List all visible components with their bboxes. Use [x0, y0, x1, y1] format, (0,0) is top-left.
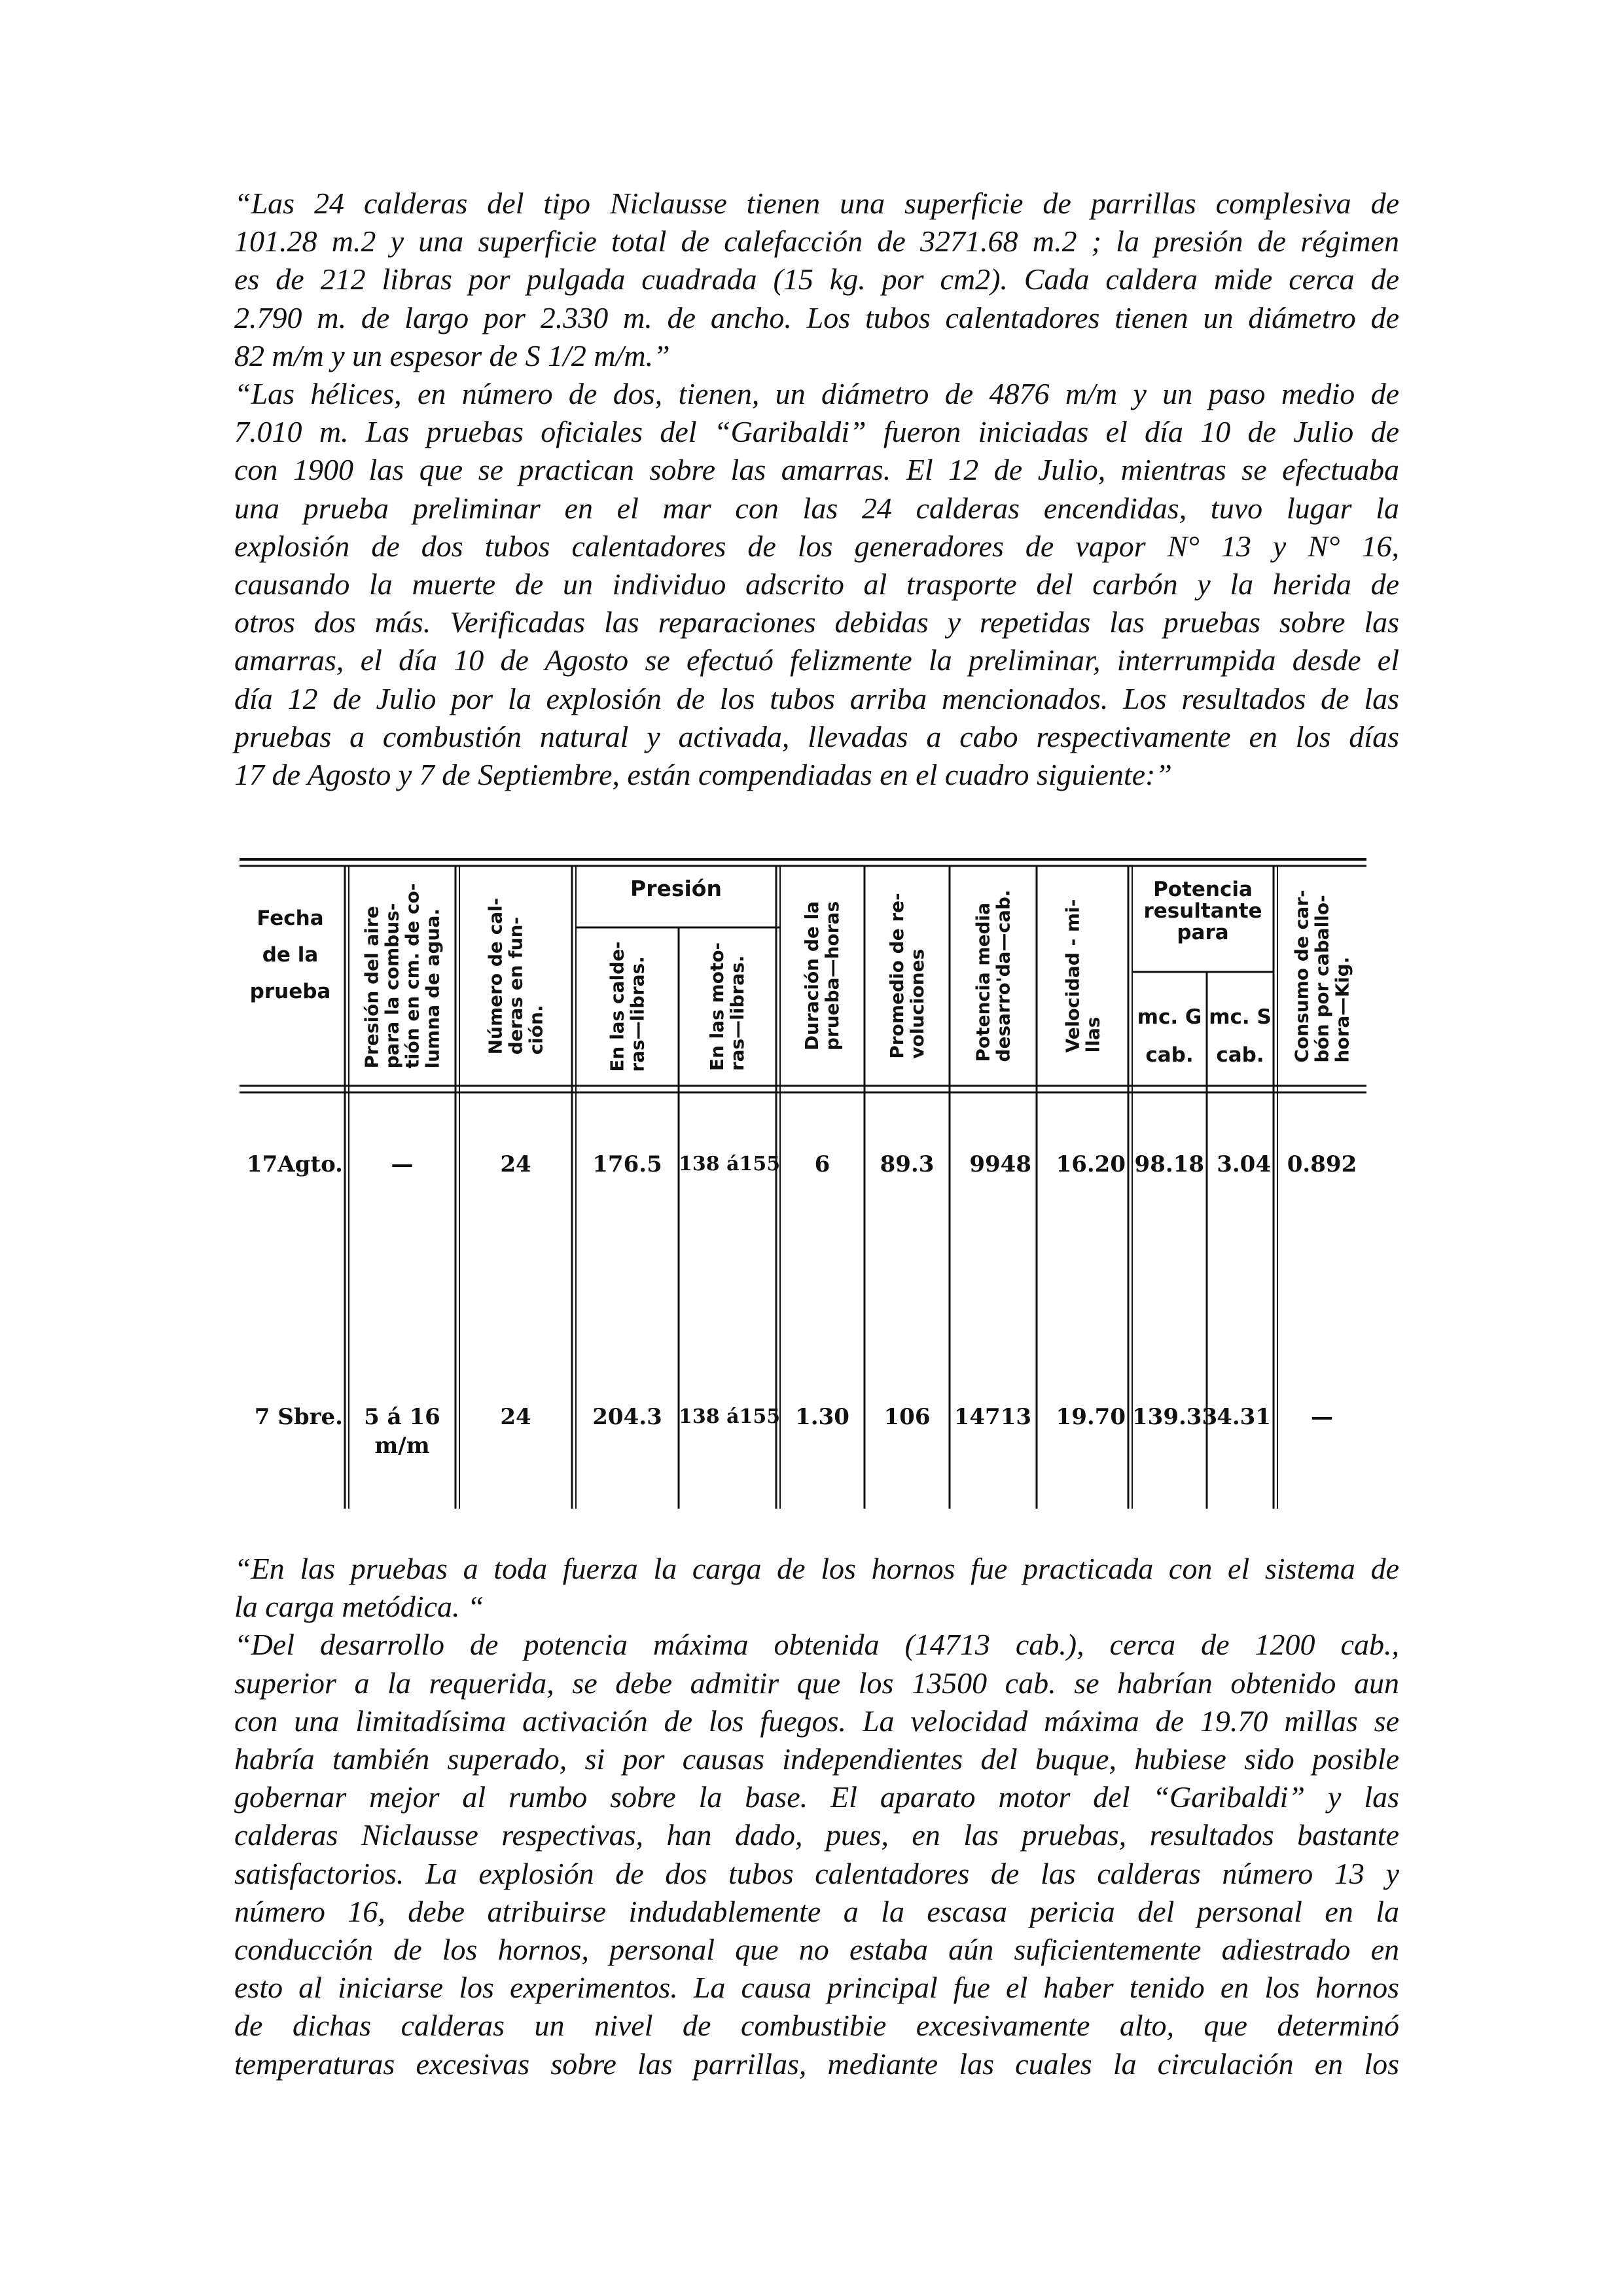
header-text: mc. G: [1137, 1005, 1202, 1029]
header-text: ción.: [525, 1004, 547, 1054]
cell-fecha: 7 Sbre.: [254, 1404, 343, 1430]
header-consumo: [1277, 867, 1366, 1085]
cell-promedio: 106: [883, 1404, 931, 1430]
header-text: resultante: [1143, 899, 1262, 923]
text-line: 17 de Agosto y 7 de Septiembre, están compendiadas en el cuadro siguiente:”: [234, 758, 1172, 792]
header-velocidad: [1037, 867, 1128, 1085]
header-mc-g: [1132, 998, 1207, 1074]
text-line: de dichas calderas un nivel de combustibie excesivamente alto, que determinó: [234, 2009, 1399, 2043]
header-text: llas: [1082, 1016, 1103, 1053]
header-text: Fecha: [257, 906, 324, 930]
cell-pres-calderas: 176.5: [592, 1151, 662, 1177]
header-text: de la: [262, 943, 319, 967]
text-line: causando la muerte de un individuo adscrito al trasporte del carbón y la herida de: [234, 567, 1399, 601]
text-line: día 12 de Julio por la explosión de los tubos arriba mencionados. Los resultados de las: [234, 681, 1399, 715]
cell-aire: —: [391, 1151, 414, 1177]
text-line: es de 212 libras por pulgada cuadrada (15 kg. por cm2). Cada caldera mide cerca de: [234, 262, 1399, 296]
header-presion-group: Presión: [630, 876, 722, 901]
text-line: temperaturas excesivas sobre las parrillas, mediante las cuales la circulación en los: [234, 2047, 1399, 2081]
cell-potencia: 9948: [969, 1151, 1031, 1177]
cell-mcs: 4.31: [1217, 1404, 1271, 1430]
trial-results-table: [240, 854, 1366, 1512]
cell-pres-motoras: 138 á155: [679, 1405, 781, 1428]
cell-mcg: 98.18: [1134, 1151, 1204, 1177]
header-text: ras—libras.: [626, 956, 649, 1072]
cell-consumo: 0.892: [1287, 1151, 1357, 1177]
header-potencia-group: [1132, 879, 1274, 944]
paragraph-conclusion: [234, 1550, 1399, 2083]
header-text: Promedio de re-: [886, 893, 908, 1059]
header-text: desarro'da—cab.: [992, 889, 1014, 1062]
header-text: hora—Kig.: [1331, 956, 1353, 1063]
text-line: amarras, el día 10 de Agosto se efectuó felizmente la preliminar, interrumpida desde el: [234, 643, 1399, 677]
header-text: Consumo de car-: [1291, 889, 1313, 1063]
cell-fecha: 17Agto.: [246, 1151, 343, 1177]
text-line: gobernar mejor al rumbo sobre la base. El aparato motor del “Garibaldi” y las: [234, 1780, 1399, 1814]
header-promedio: [865, 867, 950, 1085]
text-line: “Las hélices, en número de dos, tienen, un diámetro de 4876 m/m y un paso medio de: [234, 377, 1399, 411]
text-line: habría también superado, si por causas independientes del buque, hubiese sido posible: [234, 1742, 1399, 1776]
text-line: una prueba preliminar en el mar con las 24 calderas encendidas, tuvo lugar la: [234, 491, 1399, 525]
header-presion-motoras: [679, 929, 776, 1085]
header-text: Velocidad - mi-: [1061, 899, 1083, 1053]
cell-aire: [349, 1403, 455, 1460]
text-line: 82 m/m y un espesor de S 1/2 m/m.”: [234, 338, 670, 372]
header-text: En las calde-: [606, 941, 628, 1072]
cell-potencia: 14713: [954, 1404, 1031, 1430]
cell-velocidad: 19.70: [1056, 1404, 1126, 1430]
cell-calderas: 24: [500, 1404, 531, 1430]
text-line: “En las pruebas a toda fuerza la carga de los hornos fue practicada con el sistema de: [234, 1552, 1399, 1585]
cell-duracion: 6: [814, 1151, 830, 1177]
text-line: “Las 24 calderas del tipo Niclausse tienen una superficie de parrillas complesiva de: [234, 187, 1399, 220]
header-text: Potencia: [1153, 878, 1253, 901]
header-text: para la combus-: [381, 903, 403, 1069]
cell-aire-line: m/m: [374, 1433, 430, 1459]
cell-promedio: 89.3: [880, 1151, 935, 1177]
cell-mcg: 139.33: [1132, 1404, 1218, 1430]
cell-pres-calderas: 204.3: [592, 1404, 662, 1430]
header-text: lumna de agua.: [421, 908, 444, 1069]
text-line: “Del desarrollo de potencia máxima obtenida (14713 cab.), cerca de 1200 cab.,: [234, 1628, 1399, 1662]
text-line: explosión de dos tubos calentadores de los generadores de vapor N° 13 y N° 16,: [234, 529, 1399, 563]
text-line: satisfactorios. La explosión de dos tubos calentadores de las calderas número 13 y: [234, 1856, 1399, 1890]
header-potencia-media: [950, 867, 1037, 1085]
cell-duracion: 1.30: [795, 1404, 849, 1430]
text-line: superior a la requerida, se debe admitir que los 13500 cab. se habrían obtenido aun: [234, 1666, 1399, 1700]
header-text: para: [1177, 921, 1229, 944]
text-line: con una limitadísima activación de los fuegos. La velocidad máxima de 19.70 millas se: [234, 1704, 1399, 1738]
header-fecha: [240, 900, 341, 1010]
text-line: número 16, debe atribuirse indudablemente a la escasa pericia del personal en la: [234, 1894, 1399, 1928]
header-text: cab.: [1216, 1043, 1264, 1067]
header-text: ras—libras.: [726, 955, 749, 1071]
header-text: Número de cal-: [484, 897, 507, 1054]
text-line: pruebas a combustión natural y activada, llevadas a cabo respectivamente en los días: [234, 719, 1399, 753]
cell-mcs: 3.04: [1217, 1151, 1271, 1177]
header-text: Potencia media: [972, 902, 994, 1062]
text-line: esto al iniciarse los experimentos. La causa principal fue el haber tenido en los hornos: [234, 1971, 1399, 2005]
header-duracion: [780, 867, 865, 1085]
header-text: prueba—horas: [821, 901, 844, 1051]
text-line: conducción de los hornos, personal que no estaba aún suficientemente adiestrado en: [234, 1933, 1399, 1967]
header-presion-calderas: [576, 929, 679, 1085]
header-mc-s: [1207, 998, 1274, 1074]
header-text: tión en cm. de co-: [401, 883, 423, 1069]
text-line: 7.010 m. Las pruebas oficiales del “Garibaldi” fueron iniciadas el día 10 de Julio de: [234, 415, 1399, 449]
cell-velocidad: 16.20: [1056, 1151, 1126, 1177]
text-line: 101.28 m.2 y una superficie total de calefacción de 3271.68 m.2 ; la presión de régimen: [234, 224, 1399, 259]
header-presion-aire: [349, 867, 455, 1085]
header-text: cab.: [1145, 1043, 1194, 1067]
header-text: En las moto-: [706, 942, 728, 1071]
header-numero-calderas: [459, 867, 572, 1085]
header-text: bón por caballo-: [1311, 894, 1333, 1063]
header-text: Duración de la: [801, 901, 823, 1051]
paragraph-intro: [234, 185, 1399, 794]
text-line: 2.790 m. de largo por 2.330 m. de ancho. Los tubos calentadores tienen un diámetro de: [234, 300, 1399, 334]
text-line: con 1900 las que se practican sobre las amarras. El 12 de Julio, mientras se efectuaba: [234, 453, 1399, 487]
cell-pres-motoras: 138 á155: [679, 1153, 781, 1175]
cell-consumo: —: [1311, 1404, 1333, 1430]
cell-aire-line: 5 á 16: [364, 1404, 440, 1430]
text-line: otros dos más. Verificadas las reparaciones debidas y repetidas las pruebas sobre las: [234, 605, 1399, 639]
header-text: deras en fun-: [505, 916, 527, 1054]
header-text: voluciones: [906, 948, 928, 1059]
text-line: calderas Niclausse respectivas, han dado, pues, en las pruebas, resultados bastante: [234, 1818, 1399, 1852]
header-text: prueba: [249, 980, 331, 1003]
header-text: Presión del aire: [361, 906, 383, 1069]
cell-calderas: 24: [500, 1151, 531, 1177]
header-text: mc. S: [1209, 1005, 1272, 1029]
text-line: la carga metódica. “: [234, 1590, 484, 1624]
